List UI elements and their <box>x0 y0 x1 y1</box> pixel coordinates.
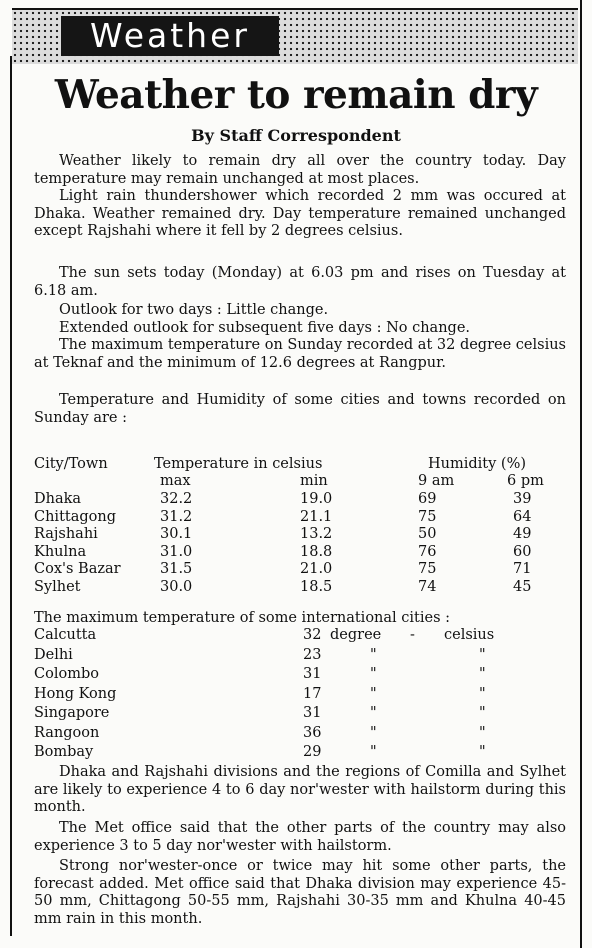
column-header-city: City/Town <box>34 456 108 472</box>
local-cell-max: 31.0 <box>160 543 193 560</box>
local-cell-pm: 64 <box>513 508 532 525</box>
local-cell-min: 13.2 <box>300 526 333 542</box>
international-table-title: The maximum temperature of some international cities : <box>34 610 451 626</box>
paragraph-met-office: The Met office said that the other parts of the country may also experience 3 to 5 day nor'wester with hailstorm. <box>34 820 566 854</box>
local-cell-max: 30.1 <box>160 526 193 542</box>
international-cell-c1: degree <box>330 627 382 643</box>
paragraph-forecast: Weather likely to remain dry all over the country today. Day temperature may remain unchanged at most places. <box>34 153 566 187</box>
column-header-6pm: 6 pm <box>507 473 544 489</box>
local-cell-pm: 49 <box>513 526 532 542</box>
international-cell-temp: 32 <box>303 627 322 643</box>
international-cell-temp: 36 <box>303 724 322 741</box>
local-cell-pm: 71 <box>513 561 532 577</box>
local-cell-max: 30.0 <box>160 578 193 595</box>
local-cell-am: 75 <box>418 561 437 577</box>
paragraph-table-intro: Temperature and Humidity of some cities and towns recorded on Sunday are : <box>34 392 566 426</box>
international-cell-c1: " <box>370 724 377 741</box>
local-cell-city: Cox's Bazar <box>34 561 121 577</box>
paragraph-outlook-two-days: Outlook for two days : Little change. <box>59 302 329 318</box>
local-cell-city: Sylhet <box>34 578 81 595</box>
international-cell-temp: 17 <box>303 685 322 702</box>
local-cell-am: 69 <box>418 491 437 507</box>
local-cell-pm: 60 <box>513 543 532 560</box>
international-cell-city: Colombo <box>34 666 99 682</box>
international-cell-city: Rangoon <box>34 724 100 741</box>
local-cell-min: 19.0 <box>300 491 333 507</box>
international-cell-c2: " <box>479 685 486 702</box>
international-cell-c1: " <box>370 744 377 760</box>
paragraph-rainfall-forecast: Strong nor'wester-once or twice may hit some other parts, the forecast added. Met office said that Dhaka division may experience 45-50 mm, Chittagong 50-55 mm, Rajshahi 30-35 mm and Khulna 40-45 mm rain in this month. <box>34 858 566 927</box>
paragraph-norwester-forecast: Dhaka and Rajshahi divisions and the regions of Comilla and Sylhet are likely to experience 4 to 6 day nor'wester with hailstorm during this month. <box>34 764 566 815</box>
local-cell-max: 31.2 <box>160 508 193 525</box>
international-cell-c2: " <box>479 666 486 682</box>
international-cell-c2: " <box>479 705 486 721</box>
local-cell-pm: 45 <box>513 578 532 595</box>
paragraph-sun-times: The sun sets today (Monday) at 6.03 pm and rises on Tuesday at 6.18 am. <box>34 265 566 299</box>
section-label-box <box>61 16 279 56</box>
paragraph-extended-outlook: Extended outlook for subsequent five days : No change. <box>59 320 471 336</box>
local-cell-min: 21.0 <box>300 561 333 577</box>
local-cell-max: 31.5 <box>160 561 193 577</box>
paragraph-max-min-temperature: The maximum temperature on Sunday recorded at 32 degree celsius at Teknaf and the minimum of 12.6 degrees at Rangpur. <box>34 337 566 371</box>
international-cell-temp: 23 <box>303 646 322 663</box>
headline: Weather to remain dry <box>54 72 538 118</box>
section-title: Weather <box>90 16 250 55</box>
international-cell-c2: celsius <box>444 627 495 643</box>
international-cell-sep: - <box>410 627 415 643</box>
international-cell-city: Bombay <box>34 744 94 760</box>
paragraph-rain-report: Light rain thundershower which recorded 2 mm was occured at Dhaka. Weather remained dry. Day temperature remained unchanged except Rajshahi where it fell by 2 degrees celsius. <box>34 188 566 239</box>
local-cell-city: Rajshahi <box>34 526 98 542</box>
local-cell-am: 76 <box>418 543 437 560</box>
international-cell-c2: " <box>479 646 486 663</box>
column-header-humidity: Humidity (%) <box>428 456 527 472</box>
local-cell-city: Chittagong <box>34 508 117 525</box>
local-cell-am: 50 <box>418 526 437 542</box>
column-header-min: min <box>300 473 328 489</box>
local-cell-am: 74 <box>418 578 437 595</box>
international-cell-temp: 29 <box>303 744 322 760</box>
column-header-temperature: Temperature in celsius <box>154 456 323 472</box>
international-cell-c1: " <box>370 646 377 663</box>
international-cell-city: Hong Kong <box>34 685 117 702</box>
column-header-max: max <box>160 473 191 489</box>
local-cell-pm: 39 <box>513 491 532 507</box>
international-cell-c2: " <box>479 724 486 741</box>
international-cell-c1: " <box>370 685 377 702</box>
international-cell-c1: " <box>370 705 377 721</box>
international-cell-c2: " <box>479 744 486 760</box>
column-header-9am: 9 am <box>418 473 455 489</box>
local-cell-city: Khulna <box>34 543 87 560</box>
international-cell-city: Delhi <box>34 646 73 663</box>
local-cell-min: 18.8 <box>300 543 333 560</box>
local-cell-city: Dhaka <box>34 491 82 507</box>
local-cell-min: 18.5 <box>300 578 333 595</box>
section-banner <box>12 8 578 64</box>
local-cell-am: 75 <box>418 508 437 525</box>
international-cell-temp: 31 <box>303 666 322 682</box>
right-column-rule <box>580 0 582 948</box>
local-cell-max: 32.2 <box>160 491 193 507</box>
international-cell-temp: 31 <box>303 705 322 721</box>
left-column-rule <box>10 56 12 936</box>
international-cell-city: Calcutta <box>34 627 97 643</box>
byline: By Staff Correspondent <box>191 126 401 145</box>
international-cell-c1: " <box>370 666 377 682</box>
international-cell-city: Singapore <box>34 705 110 721</box>
local-cell-min: 21.1 <box>300 508 333 525</box>
